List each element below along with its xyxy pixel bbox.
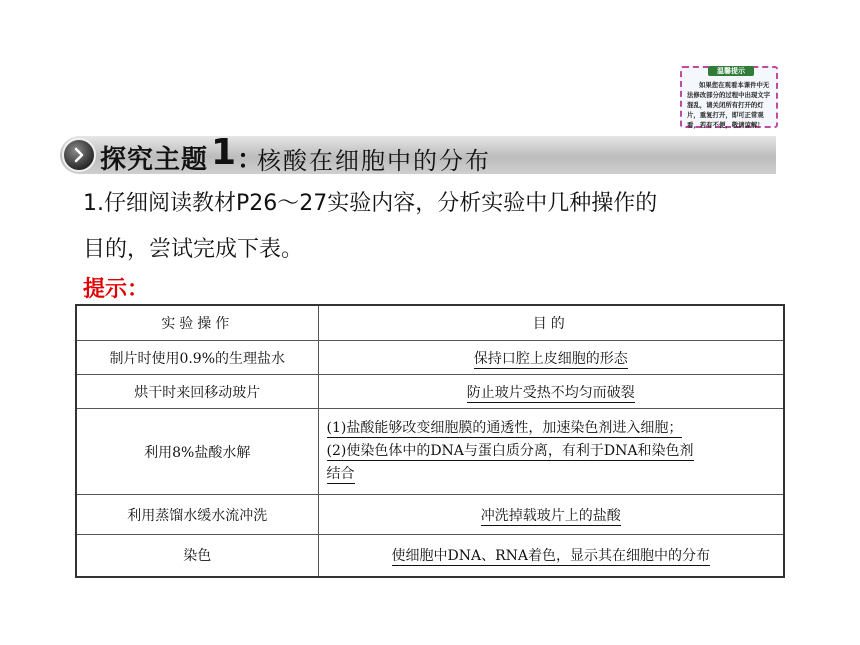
- purpose-text-2: (2)使染色体中的DNA与蛋白质分离，有利于DNA和染色剂: [326, 443, 694, 459]
- header-number: 1: [211, 132, 237, 173]
- operation-cell: 利用蒸馏水缓水流冲洗: [76, 495, 318, 535]
- header-colon: ：: [237, 145, 264, 175]
- purpose-cell: [318, 375, 784, 409]
- purpose-cell: [318, 341, 784, 375]
- reminder-text: 如果您在观看本课件中无法修改部分的过程中出现文字混乱，请关闭所有打开的灯片，重复打开，即可正常观看，若有不便，敬请谅解！: [687, 81, 771, 129]
- table-header-row: [76, 305, 784, 341]
- header-purpose: 目的: [318, 305, 784, 341]
- table-row: [76, 535, 784, 577]
- reminder-box: [680, 66, 778, 128]
- section-header: [60, 132, 776, 175]
- table-row: [76, 409, 784, 495]
- question-line-1: 1.仔细阅读教材P26～27实验内容，分析实验中几种操作的: [83, 191, 658, 216]
- header-title: 探究主题: [100, 145, 209, 175]
- operation-cell: 烘干时来回移动玻片: [76, 375, 318, 409]
- table-row: [76, 375, 784, 409]
- header-operation: 实验操作: [76, 305, 318, 341]
- table-row: [76, 341, 784, 375]
- experiment-table: [75, 304, 785, 578]
- purpose-text: 防止玻片受热不均匀而破裂: [466, 384, 635, 401]
- purpose-text-3: 结合: [326, 466, 355, 482]
- purpose-text: 使细胞中DNA、RNA着色，显示其在细胞中的分布: [391, 548, 710, 565]
- hint-label: 提示：: [83, 277, 150, 302]
- play-arrow-icon: [62, 138, 96, 172]
- question-line-2: 目的，尝试完成下表。: [83, 237, 304, 262]
- table-row: [76, 495, 784, 535]
- purpose-text-1: (1)盐酸能够改变细胞膜的通透性，加速染色剂进入细胞；: [326, 420, 683, 436]
- purpose-cell: [318, 495, 784, 535]
- purpose-text: 保持口腔上皮细胞的形态: [473, 350, 628, 367]
- operation-cell: 制片时使用0.9%的生理盐水: [76, 341, 318, 375]
- purpose-cell: [318, 535, 784, 577]
- operation-cell: 染色: [76, 535, 318, 577]
- reminder-tag: 温馨提示: [708, 66, 754, 76]
- operation-cell: 利用8%盐酸水解: [76, 409, 318, 495]
- purpose-text: 冲洗掉载玻片上的盐酸: [480, 507, 621, 524]
- purpose-cell: [318, 409, 784, 495]
- header-subtitle: 核酸在细胞中的分布: [257, 147, 491, 175]
